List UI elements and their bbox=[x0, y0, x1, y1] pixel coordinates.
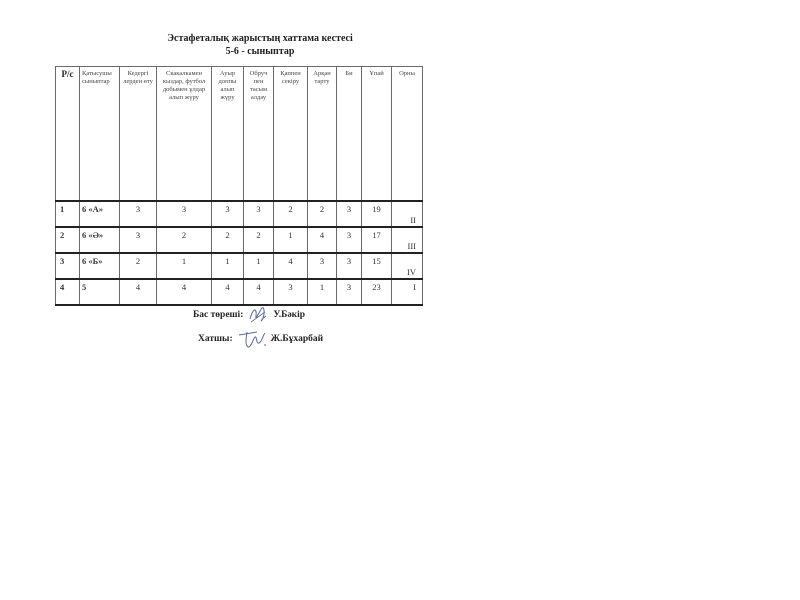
score-cell: 3 bbox=[274, 279, 308, 305]
score-cell: 1 bbox=[308, 279, 337, 305]
row-number: 2 bbox=[56, 227, 80, 253]
row-number: 3 bbox=[56, 253, 80, 279]
judge-name: У.Бәкір bbox=[273, 310, 306, 320]
judge-label: Бас төреші: bbox=[193, 310, 244, 320]
header-cell: Кедергі лерден өту bbox=[120, 67, 157, 202]
secretary-name: Ж.Бұхарбай bbox=[270, 334, 324, 344]
title-line-2: 5-6 - сыныптар bbox=[225, 46, 295, 57]
secretary-signature-line bbox=[198, 327, 323, 351]
header-cell: Қатысушы сыныптар bbox=[80, 67, 120, 202]
score-cell: 4 bbox=[120, 279, 157, 305]
score-cell: 4 bbox=[308, 227, 337, 253]
score-cell: 3 bbox=[157, 201, 212, 227]
header-cell: Скакалкамен кыздар, футбол добымен ұлдар алып жүру bbox=[157, 67, 212, 202]
score-cell: 4 bbox=[244, 279, 274, 305]
table-row bbox=[56, 227, 423, 253]
judge-signature-icon bbox=[247, 304, 269, 326]
total-cell: 17 bbox=[362, 227, 392, 253]
place-cell: II bbox=[392, 201, 423, 227]
judge-signature-line bbox=[193, 304, 305, 326]
class-cell: 6 «А» bbox=[80, 201, 120, 227]
score-cell: 2 bbox=[120, 253, 157, 279]
secretary-label: Хатшы: bbox=[198, 334, 233, 344]
header-row bbox=[56, 67, 423, 202]
score-cell: 3 bbox=[120, 227, 157, 253]
place-cell: III bbox=[392, 227, 423, 253]
total-cell: 23 bbox=[362, 279, 392, 305]
place-cell: IV bbox=[392, 253, 423, 279]
score-cell: 3 bbox=[212, 201, 244, 227]
header-cell: Обруч пен тасым алдау bbox=[244, 67, 274, 202]
score-cell: 2 bbox=[212, 227, 244, 253]
table-row bbox=[56, 201, 423, 227]
score-cell: 4 bbox=[157, 279, 212, 305]
header-cell: Р/с bbox=[56, 67, 80, 202]
class-cell: 5 bbox=[80, 279, 120, 305]
score-cell: 1 bbox=[157, 253, 212, 279]
score-cell: 1 bbox=[274, 227, 308, 253]
secretary-signature-icon bbox=[237, 327, 267, 351]
score-cell: 2 bbox=[244, 227, 274, 253]
score-cell: 3 bbox=[308, 253, 337, 279]
score-cell: 3 bbox=[337, 227, 362, 253]
score-cell: 3 bbox=[337, 253, 362, 279]
class-cell: 6 «Ә» bbox=[80, 227, 120, 253]
score-cell: 1 bbox=[244, 253, 274, 279]
row-number: 4 bbox=[56, 279, 80, 305]
score-cell: 3 bbox=[337, 201, 362, 227]
score-cell: 2 bbox=[308, 201, 337, 227]
document-title bbox=[0, 32, 520, 58]
place-cell: I bbox=[392, 279, 423, 305]
header-cell: Арқан тарту bbox=[308, 67, 337, 202]
row-number: 1 bbox=[56, 201, 80, 227]
score-cell: 4 bbox=[274, 253, 308, 279]
table-row bbox=[56, 253, 423, 279]
total-cell: 15 bbox=[362, 253, 392, 279]
score-cell: 3 bbox=[120, 201, 157, 227]
header-cell: Ұпай bbox=[362, 67, 392, 202]
score-cell: 4 bbox=[212, 279, 244, 305]
total-cell: 19 bbox=[362, 201, 392, 227]
score-cell: 2 bbox=[157, 227, 212, 253]
score-cell: 2 bbox=[274, 201, 308, 227]
score-cell: 3 bbox=[337, 279, 362, 305]
score-cell: 1 bbox=[212, 253, 244, 279]
header-cell: Орны bbox=[392, 67, 423, 202]
header-cell: Қаппен секіру bbox=[274, 67, 308, 202]
table-row bbox=[56, 279, 423, 305]
header-cell: Би bbox=[337, 67, 362, 202]
title-line-1: Эстафеталық жарыстың хаттама кестесі bbox=[167, 33, 353, 44]
class-cell: 6 «Б» bbox=[80, 253, 120, 279]
results-table bbox=[55, 66, 423, 306]
header-cell: Ауыр доппы алып жүру bbox=[212, 67, 244, 202]
score-cell: 3 bbox=[244, 201, 274, 227]
